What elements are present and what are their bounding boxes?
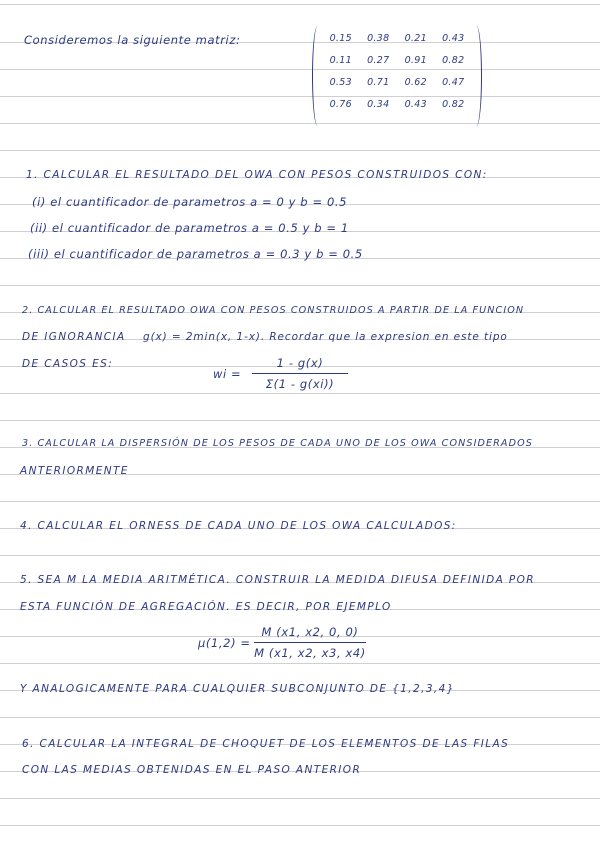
q5-mu-fraction xyxy=(254,625,366,660)
matrix-cell: 0.21 xyxy=(404,33,427,44)
q6-line1: 6. CALCULAR LA INTEGRAL DE CHOQUET DE LOS ELEMENTOS DE LAS FILAS xyxy=(22,738,510,750)
q1-option-iii: (iii) el cuantificador de parametros a = 0.3 y b = 0.5 xyxy=(28,247,363,261)
matrix-cell: 0.38 xyxy=(367,33,390,44)
q2-line2-b: g(x) = 2min(x, 1-x). Recordar que la expresion en este tipo xyxy=(143,331,508,343)
q5-line1: 5. SEA M LA MEDIA ARITMÉTICA. CONSTRUIR LA MEDIDA DIFUSA DEFINIDA POR xyxy=(20,574,536,586)
q2-line1: 2. CALCULAR EL RESULTADO OWA CON PESOS CONSTRUIDOS A PARTIR DE LA FUNCION xyxy=(22,305,525,316)
q1-option-i: (i) el cuantificador de parametros a = 0 y b = 0.5 xyxy=(32,195,348,209)
q3-line1: 3. CALCULAR LA DISPERSIÓN DE LOS PESOS DE CADA UNO DE LOS OWA CONSIDERADOS xyxy=(22,438,533,449)
q5-fraction-numerator: M (x1, x2, 0, 0) xyxy=(261,625,359,639)
matrix-cell: 0.71 xyxy=(367,77,390,88)
q1-title: 1. CALCULAR EL RESULTADO DEL OWA CON PESOS CONSTRUIDOS CON: xyxy=(26,169,488,181)
q2-weight-fraction xyxy=(252,356,348,391)
matrix-cell: 0.82 xyxy=(442,55,465,66)
intro-text: Consideremos la siguiente matriz: xyxy=(24,33,241,47)
q2-weight-label: wi = xyxy=(213,367,242,381)
matrix-cell: 0.15 xyxy=(329,33,352,44)
matrix-cell: 0.53 xyxy=(329,77,352,88)
matrix-cell: 0.76 xyxy=(329,99,352,110)
q6-line2: CON LAS MEDIAS OBTENIDAS EN EL PASO ANTERIOR xyxy=(22,764,362,776)
matrix-cell: 0.47 xyxy=(442,77,465,88)
matrix-cell: 0.43 xyxy=(404,99,427,110)
q5-line3: Y ANALOGICAMENTE PARA CUALQUIER SUBCONJUNTO DE {1,2,3,4} xyxy=(20,683,455,695)
q5-mu-label: μ(1,2) = xyxy=(198,636,251,650)
right-bracket xyxy=(471,26,482,126)
q3-line2: ANTERIORMENTE xyxy=(20,465,129,477)
q2-line3: DE CASOS ES: xyxy=(22,358,114,370)
matrix-cell: 0.11 xyxy=(329,55,352,66)
matrix-cell: 0.43 xyxy=(442,33,465,44)
matrix-cell: 0.91 xyxy=(404,55,427,66)
fraction-bar xyxy=(252,373,348,374)
q1-option-ii: (ii) el cuantificador de parametros a = 0.5 y b = 1 xyxy=(30,221,349,235)
matrix-cell: 0.82 xyxy=(442,99,465,110)
matrix-cell: 0.27 xyxy=(367,55,390,66)
q2-fraction-numerator: 1 - g(x) xyxy=(276,356,324,370)
matrix-grid xyxy=(322,32,472,112)
q5-line2: ESTA FUNCIÓN DE AGREGACIÓN. ES DECIR, POR EJEMPLO xyxy=(20,601,392,613)
q2-fraction-denominator: Σ(1 - g(xi)) xyxy=(265,377,335,391)
matrix xyxy=(312,26,482,126)
matrix-cell: 0.62 xyxy=(404,77,427,88)
q4-line1: 4. CALCULAR EL ORNESS DE CADA UNO DE LOS OWA CALCULADOS: xyxy=(20,520,457,532)
q5-fraction-denominator: M (x1, x2, x3, x4) xyxy=(254,646,366,660)
fraction-bar xyxy=(254,642,366,643)
q2-line2-a: DE IGNORANCIA xyxy=(22,331,126,343)
matrix-cell: 0.34 xyxy=(367,99,390,110)
